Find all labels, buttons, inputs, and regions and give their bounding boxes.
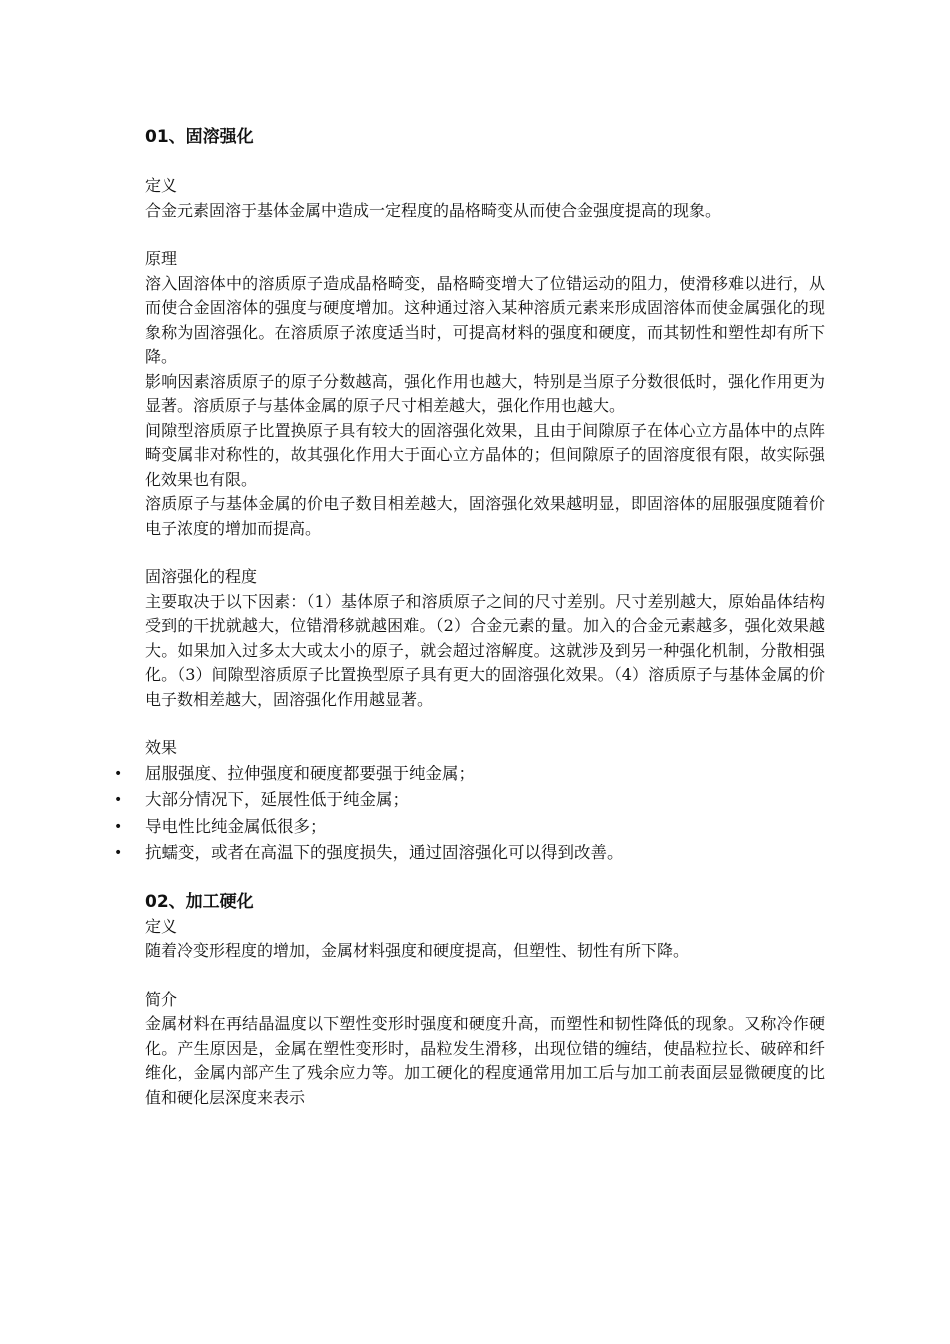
principle-paragraph-2: 影响因素溶质原子的原子分数越高，强化作用也越大，特别是当原子分数很低时，强化作用更为显著。溶质原子与基体金属的原子尺寸相差越大，强化作用也越大。 [145, 371, 825, 415]
section-1-definition-text: 合金元素固溶于基体金属中造成一定程度的晶格畸变从而使合金强度提高的现象。 [145, 200, 722, 220]
effects-list-item [114, 761, 825, 788]
section-2-definition-heading: 定义 [145, 916, 178, 936]
bullet-icon: • [114, 818, 123, 835]
effects-list-item [114, 787, 825, 814]
document-page [114, 124, 825, 1110]
effects-item-text: 大部分情况下，延展性低于纯金属； [145, 790, 409, 809]
section-1-degree-heading: 固溶强化的程度 [145, 567, 258, 586]
effects-list-item [114, 814, 825, 841]
effects-list [114, 761, 825, 867]
section-1-principle-heading: 原理 [145, 249, 178, 268]
principle-paragraph-3: 间隙型溶质原子比置换原子具有较大的固溶强化效果，且由于间隙原子在体心立方晶体中的点阵畸变属非对称性的，故其强化作用大于面心立方晶体的；但间隙原子的固溶度很有限，故实际强化效果也有限。 [145, 420, 825, 489]
bullet-icon: • [114, 792, 123, 808]
effects-item-text: 屈服强度、拉伸强度和硬度都要强于纯金属； [145, 763, 475, 783]
section-2-definition-text: 随着冷变形程度的增加，金属材料强度和硬度提高，但塑性、韧性有所下降。 [145, 941, 690, 960]
principle-paragraph-1: 溶入固溶体中的溶质原子造成晶格畸变，晶格畸变增大了位错运动的阻力，使滑移难以进行，从而使合金固溶体的强度与硬度增加。这种通过溶入某种溶质元素来形成固溶体而使金属强化的现象称为固溶强化。在溶质原子浓度适当时，可提高材料的强度和硬度，而其韧性和塑性却有所下降。 [145, 273, 825, 366]
effects-list-item [114, 840, 825, 867]
section-2-title: 02、加工硬化 [145, 891, 254, 912]
section-1-effects-heading: 效果 [145, 738, 178, 757]
section-2-intro-heading: 简介 [145, 989, 178, 1009]
section-1-definition-heading: 定义 [145, 176, 178, 195]
section-1-title: 01、固溶强化 [145, 127, 254, 147]
section-1-degree-text: 主要取决于以下因素：（1）基体原子和溶质原子之间的尺寸差别。尺寸差别越大，原始晶体结构受到的干扰就越大，位错滑移就越困难。（2）合金元素的量。加入的合金元素越多，强化效果越大。如果加入过多太大或太小的原子，就会超过溶解度。这就涉及到另一种强化机制，分散相强化。（3）间隙型溶质原子比置换型原子具有更大的固溶强化效果。（4）溶质原子与基体金属的价电子数相差越大，固溶强化作用越显著。 [145, 591, 825, 709]
effects-item-text: 抗蠕变，或者在高温下的强度损失，通过固溶强化可以得到改善。 [145, 843, 624, 862]
bullet-icon: • [114, 765, 123, 782]
bullet-icon: • [114, 845, 123, 861]
principle-paragraph-4: 溶质原子与基体金属的价电子数目相差越大，固溶强化效果越明显，即固溶体的屈服强度随着价电子浓度的增加而提高。 [145, 494, 825, 538]
section-2-intro-text: 金属材料在再结晶温度以下塑性变形时强度和硬度升高，而塑性和韧性降低的现象。又称冷作硬化。产生原因是，金属在塑性变形时，晶粒发生滑移，出现位错的缠结，使晶粒拉长、破碎和纤维化，金属内部产生了残余应力等。加工硬化的程度通常用加工后与加工前表面层显微硬度的比值和硬化层深度来表示 [145, 1014, 825, 1107]
effects-item-text: 导电性比纯金属低很多； [145, 816, 327, 836]
